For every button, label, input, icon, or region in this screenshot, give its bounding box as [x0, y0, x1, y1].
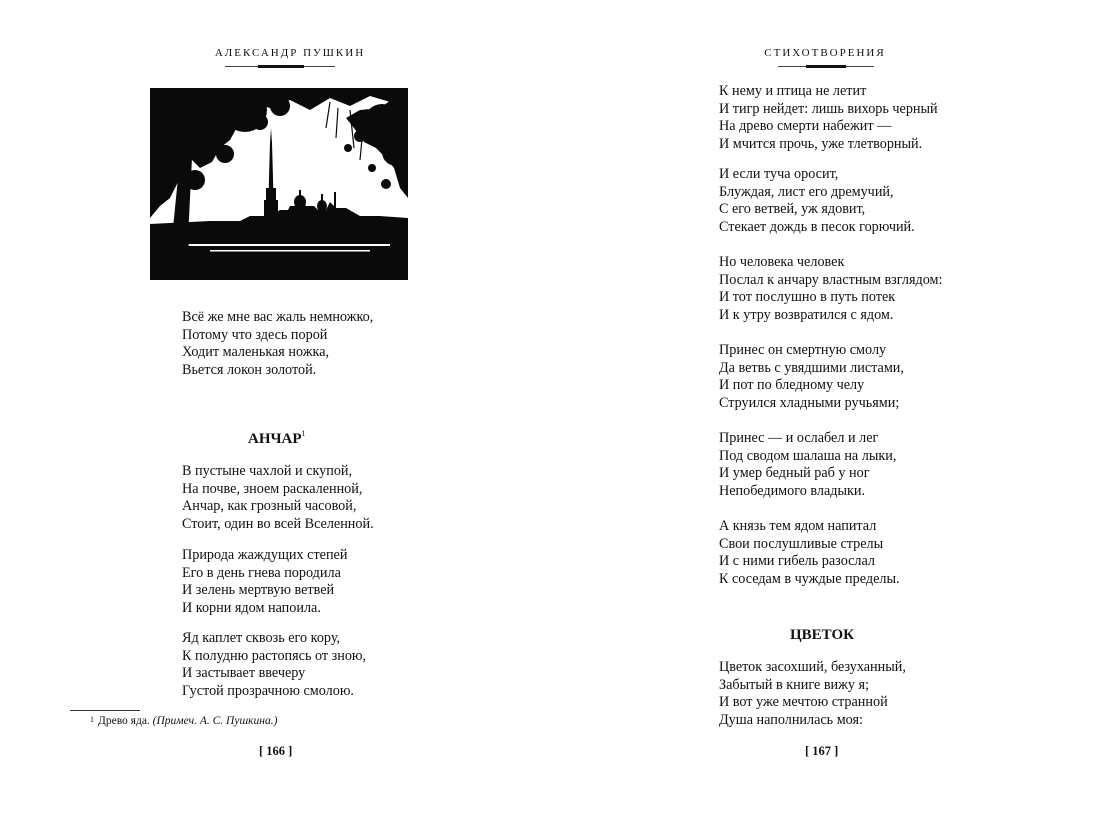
verse-line: Его в день гнева породила	[182, 564, 341, 581]
verse-line: На древо смерти набежит —	[719, 118, 892, 135]
verse-line: А князь тем ядом напитал	[719, 518, 877, 534]
footnote-attribution: (Примеч. А. С. Пушкина.)	[152, 715, 278, 727]
verse-line: Забытый в книге вижу я;	[719, 676, 870, 693]
anchar-stanza-7	[719, 342, 904, 412]
verse-line: И корни ядом напоила.	[182, 599, 321, 616]
verse-line: И тот послушно в путь потек	[719, 289, 896, 306]
anchar-stanza-5	[719, 166, 915, 236]
verse-line: Под сводом шалаша на лыки,	[719, 447, 897, 464]
running-head-rule-accent	[806, 65, 846, 68]
verse-line: Но человека человек	[719, 254, 845, 270]
running-head-rule-accent	[258, 65, 304, 68]
tsvetok-stanza-1	[719, 659, 906, 729]
verse-line: С его ветвей, уж ядовит,	[719, 201, 866, 218]
verse-line: Душа наполнилась моя:	[719, 711, 863, 728]
verse-line: Природа жаждущих степей	[182, 547, 348, 563]
verse-line: К полудню растопясь от зною,	[182, 647, 367, 664]
verse-line: И если туча оросит,	[719, 166, 839, 182]
page-number: [ 167 ]	[805, 744, 839, 758]
verse-line: Стоит, один во всей Вселенной.	[182, 515, 374, 532]
verse-line: Густой прозрачною смолою.	[182, 682, 354, 699]
anchar-stanza-9	[719, 518, 900, 588]
verse-line: В пустыне чахлой и скупой,	[182, 463, 353, 479]
verse-line: И с ними гибель разослал	[719, 553, 876, 570]
page-number: [ 166 ]	[259, 744, 293, 758]
footnote-reference-mark: 1	[301, 429, 306, 438]
verse-line: Принес — и ослабел и лег	[719, 430, 879, 446]
verse-line: К соседам в чуждые пределы.	[719, 570, 900, 587]
poem-title-anchar	[248, 431, 306, 448]
verse-line: Непобедимого владыки.	[719, 482, 866, 499]
verse-line: Вьется локон золотой.	[182, 361, 317, 378]
verse-line: Струился хладными ручьями;	[719, 394, 900, 411]
anchar-stanza-3	[182, 630, 366, 700]
anchar-stanza-1	[182, 463, 374, 533]
verse-line: Анчар, как грозный часовой,	[182, 498, 357, 515]
verse-line: На почве, зноем раскаленной,	[182, 480, 363, 497]
footnote	[90, 715, 277, 727]
verse-line: И застывает ввечеру	[182, 665, 306, 682]
anchar-stanza-8	[719, 430, 896, 500]
poem-title-text: АНЧАР	[248, 431, 302, 447]
footnote-rule	[70, 710, 140, 711]
anchar-stanza-2	[182, 547, 347, 617]
verse-line: Потому что здесь порой	[182, 326, 328, 343]
anchar-stanza-6	[719, 254, 942, 324]
verse-line: Свои послушливые стрелы	[719, 535, 884, 552]
running-head-title: СТИХОТВОРЕНИЯ	[764, 47, 886, 59]
verse-line: И мчится прочь, уже тлетворный.	[719, 135, 923, 152]
verse-line: Ходит маленькая ножка,	[182, 344, 330, 361]
verse-line: И пот по бледному челу	[719, 377, 865, 394]
right-page	[550, 0, 1100, 825]
poem-title-tsvetok: ЦВЕТОК	[790, 627, 855, 643]
verse-line: Цветок засохший, безуханный,	[719, 659, 906, 675]
verse-line: Яд каплет сквозь его кору,	[182, 630, 341, 646]
running-head-author: АЛЕКСАНДР ПУШКИН	[214, 47, 366, 59]
verse-line: Всё же мне вас жаль немножко,	[182, 309, 374, 325]
footnote-text: Древо яда.	[98, 715, 150, 727]
verse-line: Принес он смертную смолу	[719, 342, 887, 358]
verse-line: Блуждая, лист его дремучий,	[719, 183, 894, 200]
verse-line: Да ветвь с увядшими листами,	[719, 359, 904, 376]
verse-line: И умер бедный раб у ног	[719, 465, 870, 482]
anchar-stanza-4	[719, 83, 938, 153]
stanza-top	[182, 309, 373, 379]
peter-and-paul-fortress-illustration	[150, 88, 408, 280]
verse-line: Стекает дождь в песок горючий.	[719, 218, 915, 235]
verse-line: Послал к анчару властным взглядом:	[719, 271, 943, 288]
verse-line: И зелень мертвую ветвей	[182, 582, 335, 599]
verse-line: И тигр нейдет: лишь вихорь черный	[719, 100, 938, 117]
verse-line: К нему и птица не летит	[719, 83, 867, 99]
verse-line: И вот уже мечтою странной	[719, 694, 888, 711]
verse-line: И к утру возвратился с ядом.	[719, 306, 894, 323]
footnote-mark: 1	[90, 715, 94, 724]
